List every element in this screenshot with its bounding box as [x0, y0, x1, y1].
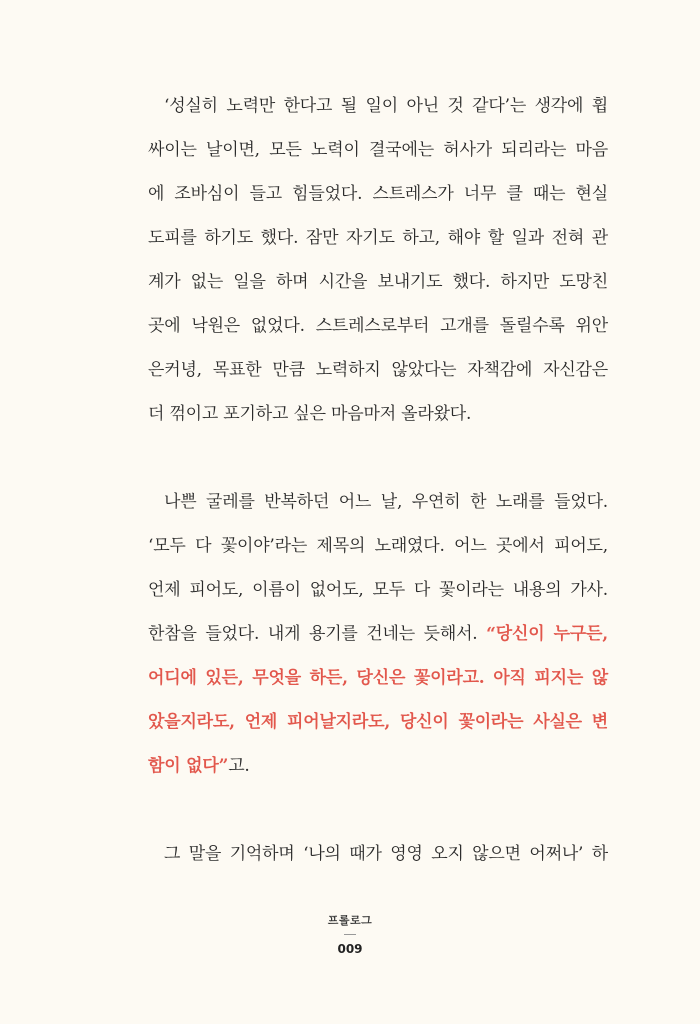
text-line: 도피를 하기도 했다. 잠만 자기도 하고, 해야 할 일과 전혀 관 — [148, 228, 608, 248]
text-line: ‘모두 다 꽃이야’라는 제목의 노래였다. 어느 곳에서 피어도, — [148, 536, 608, 556]
text-line: ‘성실히 노력만 한다고 될 일이 아닌 것 같다’는 생각에 휩 — [164, 96, 608, 116]
page-number: 009 — [337, 942, 363, 956]
text-line — [148, 744, 608, 788]
highlighted-quote-line: 았을지라도, 언제 피어날지라도, 당신이 꽃이라는 사실은 변 — [148, 712, 608, 732]
text-line: 더 꺾이고 포기하고 싶은 마음마저 올라왔다. — [148, 404, 472, 424]
text-line — [148, 612, 608, 656]
paragraph-gap — [148, 788, 608, 832]
text-segment: 고. — [228, 756, 250, 776]
text-line: 언제 피어도, 이름이 없어도, 모두 다 꽃이라는 내용의 가사. — [148, 580, 608, 600]
text-line: 은커녕, 목표한 만큼 노력하지 않았다는 자책감에 자신감은 — [148, 360, 608, 380]
text-segment: 한참을 들었다. 내게 용기를 건네는 듯해서. — [148, 624, 478, 644]
running-head: 프롤로그 — [327, 914, 373, 927]
page-body — [148, 84, 608, 876]
paragraph-2 — [148, 480, 608, 788]
paragraph-gap — [148, 436, 608, 480]
text-line: 그 말을 기억하며 ‘나의 때가 영영 오지 않으면 어쩌나’ 하 — [164, 844, 608, 864]
footer-divider — [344, 934, 356, 935]
highlighted-quote-line: 어디에 있든, 무엇을 하든, 당신은 꽃이라고. 아직 피지는 않 — [148, 668, 608, 688]
text-line: 싸이는 날이면, 모든 노력이 결국에는 허사가 되리라는 마음 — [148, 140, 608, 160]
text-line: 계가 없는 일을 하며 시간을 보내기도 했다. 하지만 도망친 — [148, 272, 608, 292]
highlighted-quote: 함이 없다” — [148, 756, 229, 776]
text-line: 곳에 낙원은 없었다. 스트레스로부터 고개를 돌릴수록 위안 — [148, 316, 608, 336]
text-line: 나쁜 굴레를 반복하던 어느 날, 우연히 한 노래를 들었다. — [164, 492, 608, 512]
highlighted-quote: “당신이 누구든, — [486, 624, 608, 644]
paragraph-1 — [148, 84, 608, 436]
text-line: 에 조바심이 들고 힘들었다. 스트레스가 너무 클 때는 현실 — [148, 184, 608, 204]
paragraph-3 — [148, 832, 608, 876]
